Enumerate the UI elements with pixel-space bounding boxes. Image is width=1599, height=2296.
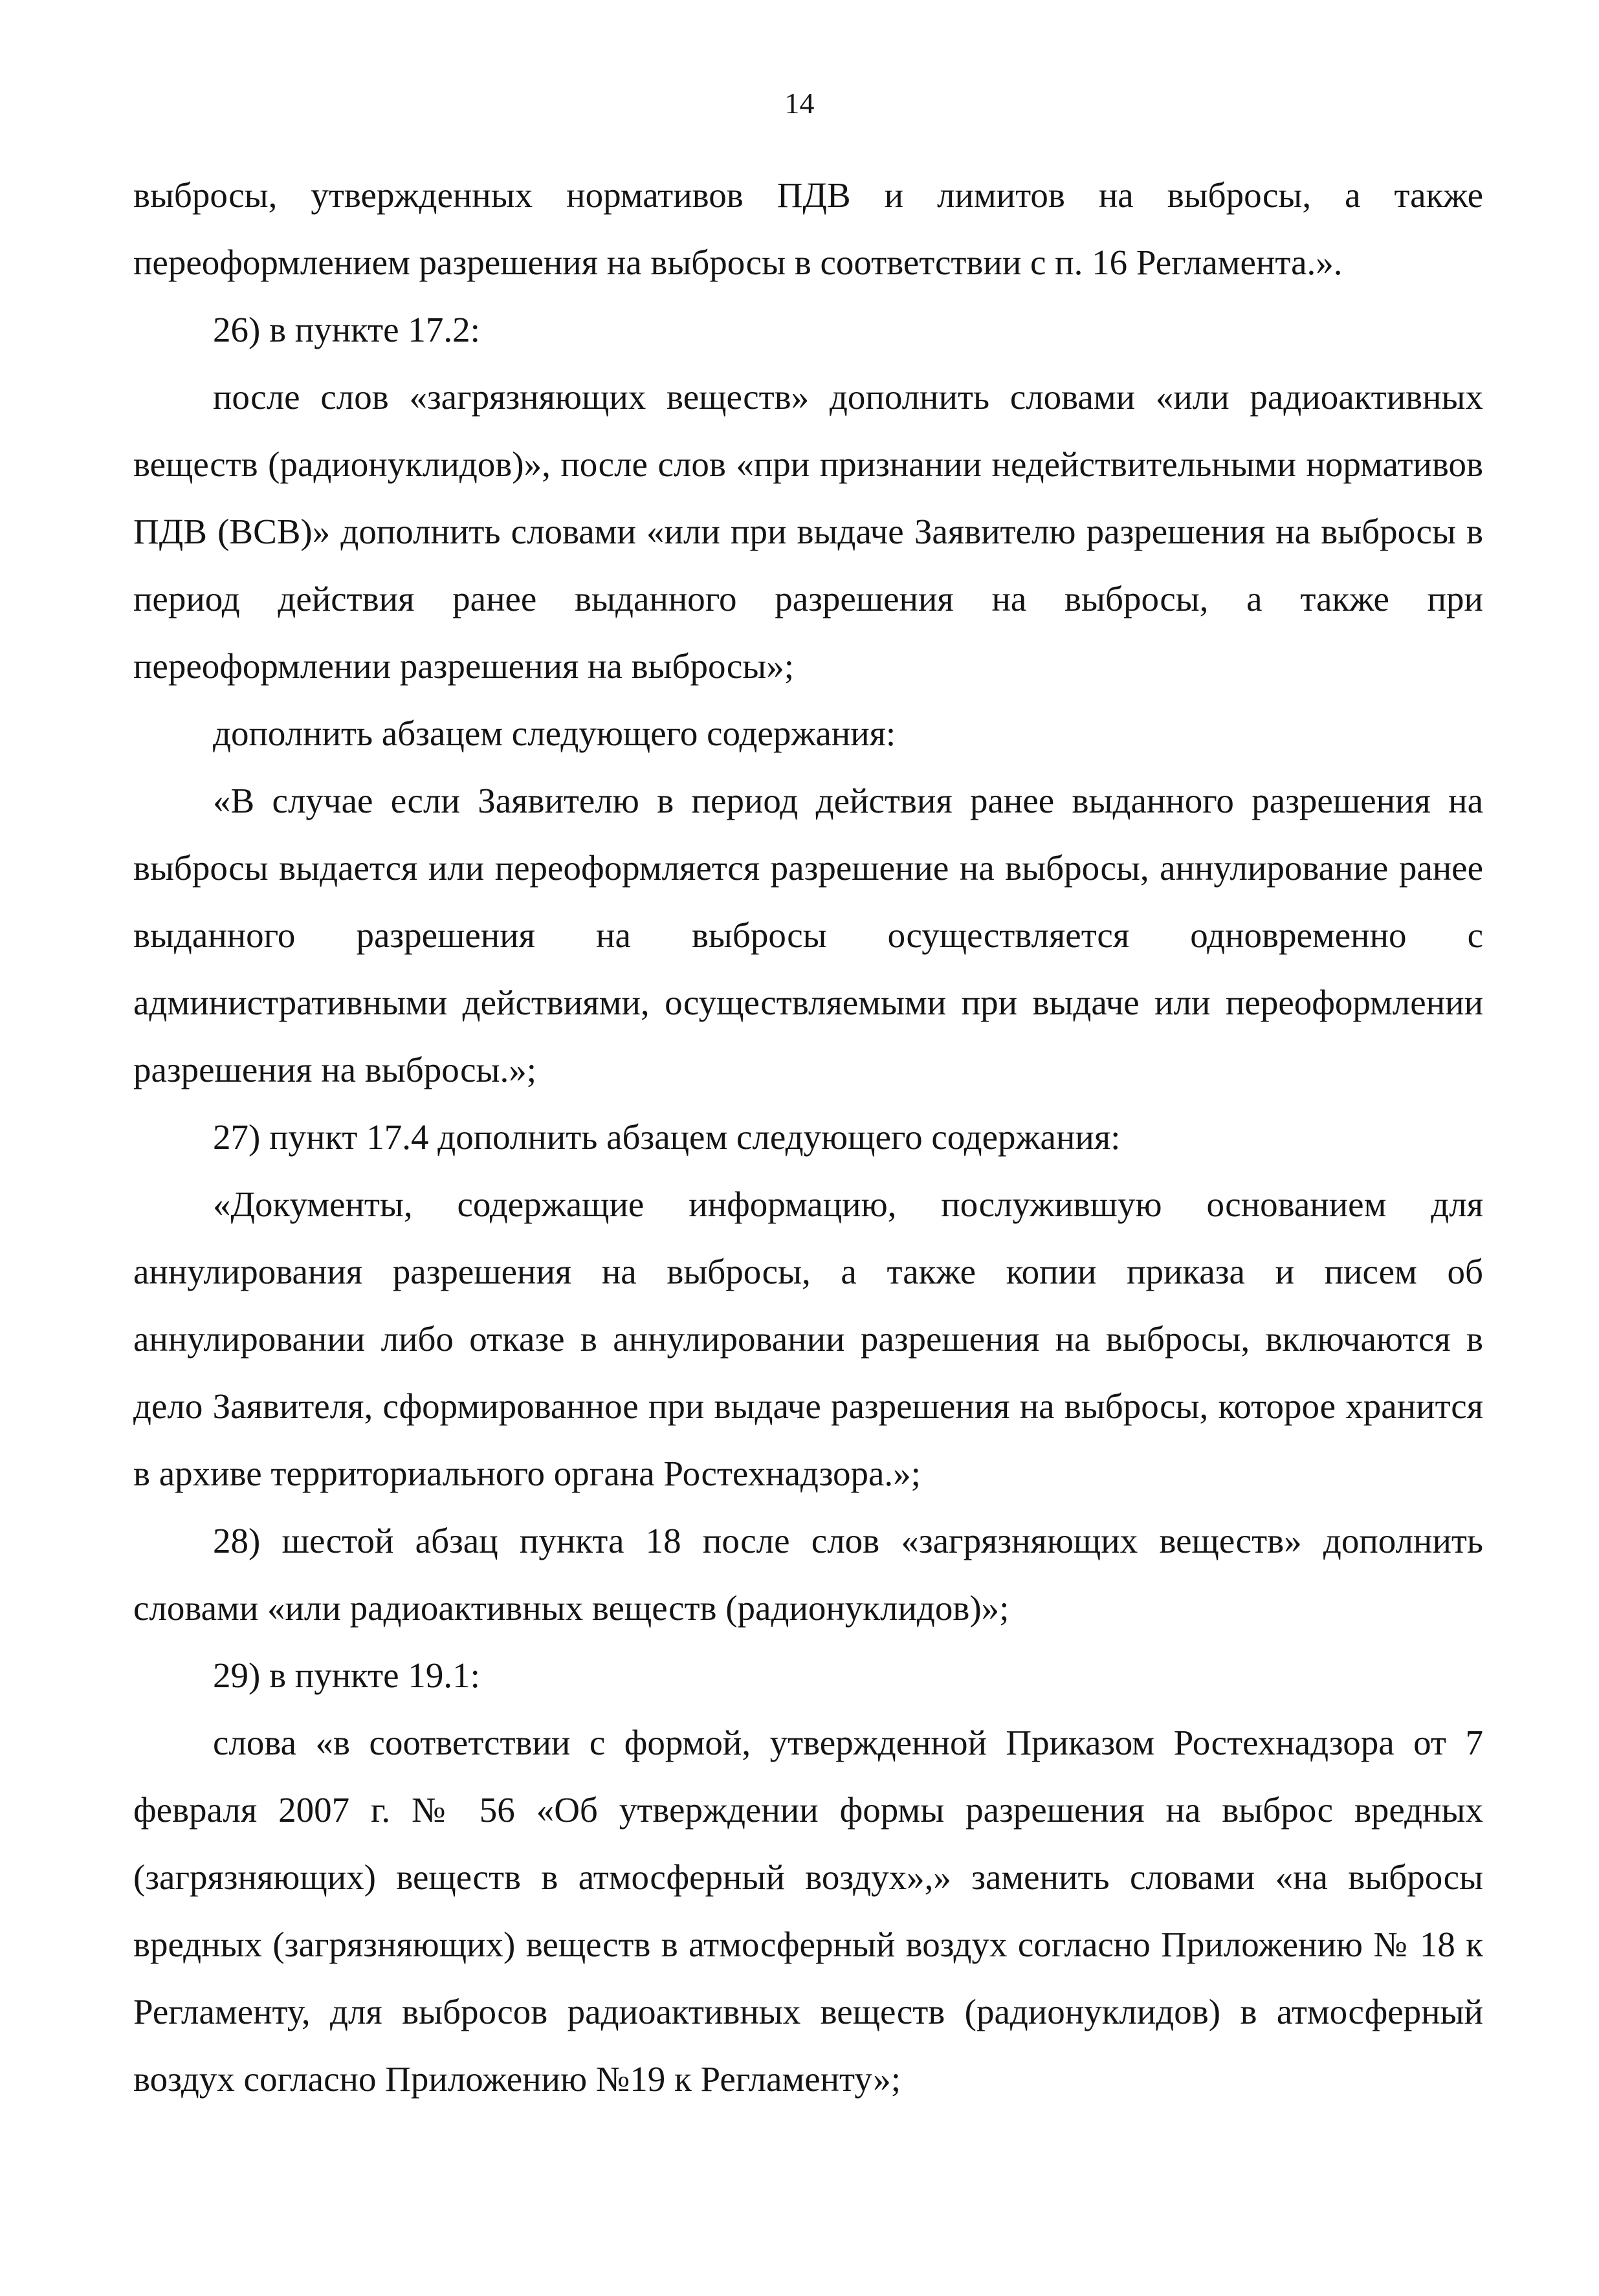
paragraph-amendment-17-2: после слов «загрязняющих веществ» дополнить словами «или радиоактивных веществ (радионуклидов)», после слов «при признании недействительными нормативов ПДВ (ВСВ)» дополнить словами «или при выдаче Заявителю разрешения на выбросы в период действия ранее выданного разрешения на выбросы, а также при переоформлении разрешения на выбросы»; bbox=[133, 377, 1483, 686]
paragraph-item-28: 28) шестой абзац пункта 18 после слов «загрязняющих веществ» дополнить словами «или радиоактивных веществ (радионуклидов)»; bbox=[133, 1521, 1483, 1628]
paragraph-documents-clause: «Документы, содержащие информацию, послужившую основанием для аннулирования разрешения на выбросы, а также копии приказа и писем об аннулировании либо отказе в аннулировании разрешения на выбросы, включаются в дело Заявителя, сформированное при выдаче разрешения на выбросы, которое хранится в архиве территориального органа Ростехнадзора.»; bbox=[133, 1185, 1483, 1493]
paragraph-item-29: 29) в пункте 19.1: bbox=[213, 1656, 480, 1695]
paragraph-quoted-clause: «В случае если Заявителю в период действия ранее выданного разрешения на выбросы выдается или переоформляется разрешение на выбросы, аннулирование ранее выданного разрешения на выбросы осуществляется одновременно с административными действиями, осуществляемыми при выдаче или переоформлении разрешения на выбросы.»; bbox=[133, 781, 1483, 1089]
document-body bbox=[133, 162, 1483, 2113]
paragraph-add-clause: дополнить абзацем следующего содержания: bbox=[213, 714, 896, 753]
paragraph-replace-words: слова «в соответствии с формой, утвержденной Приказом Ростехнадзора от 7 февраля 2007 г. № 56 «Об утверждении формы разрешения на выброс вредных (загрязняющих) веществ в атмосферный воздух»,» заменить словами «на выбросы вредных (загрязняющих) веществ в атмосферный воздух согласно Приложению № 18 к Регламенту, для выбросов радиоактивных веществ (радионуклидов) в атмосферный воздух согласно Приложению №19 к Регламенту»; bbox=[133, 1723, 1483, 2099]
page-number: 14 bbox=[784, 87, 815, 120]
paragraph-continuation: выбросы, утвержденных нормативов ПДВ и лимитов на выбросы, а также переоформлением разрешения на выбросы в соответствии с п. 16 Регламента.». bbox=[133, 175, 1483, 282]
paragraph-item-27: 27) пункт 17.4 дополнить абзацем следующего содержания: bbox=[213, 1117, 1121, 1157]
paragraph-item-26: 26) в пункте 17.2: bbox=[213, 310, 480, 349]
